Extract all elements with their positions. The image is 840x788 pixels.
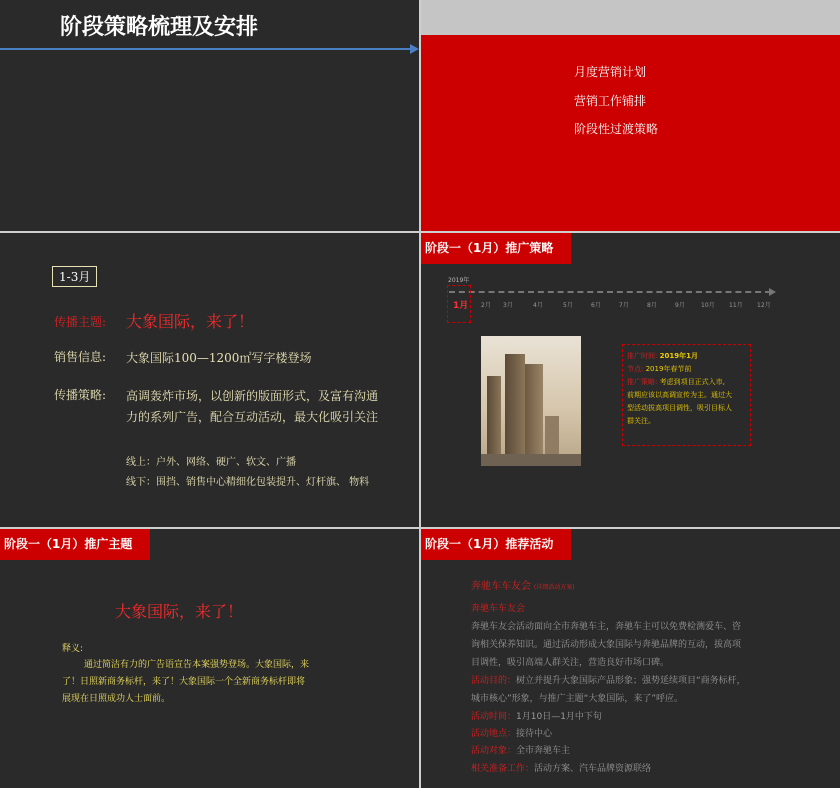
purpose-label: 活动目的： bbox=[471, 676, 517, 686]
place-value: 接待中心 bbox=[516, 729, 553, 739]
activity-desc-line: 奔驰车友会活动面向全市奔驰车主，奔驰车主可以免费检测爱车、咨 bbox=[471, 622, 742, 632]
timeline-line bbox=[449, 291, 771, 293]
activity-desc-line: 目调性，吸引高端人群关注，营造良好市场口碑。 bbox=[471, 658, 670, 668]
period-badge: 1-3月 bbox=[52, 266, 97, 287]
slide-title: 阶段策略梳理及安排 bbox=[60, 15, 259, 40]
menu-item-monthly-plan: 月度营销计划 bbox=[574, 65, 647, 79]
building-photo bbox=[481, 336, 581, 466]
prep-value: 活动方案、汽车品牌资源联络 bbox=[534, 764, 652, 774]
explain-line: 了！日照新商务标杆，来了！大象国际一个全新商务标杆即将 bbox=[62, 677, 306, 687]
slide-3[interactable] bbox=[0, 233, 419, 527]
section-header: 阶段一（1月）推荐活动 bbox=[421, 529, 571, 560]
theme-value: 大象国际，来了！ bbox=[126, 312, 255, 331]
timeline-month: 11月 bbox=[729, 302, 743, 309]
strategy-line-1: 高调轰炸市场，以创新的版面形式，及富有沟通 bbox=[126, 389, 379, 403]
place-label: 活动地点： bbox=[471, 729, 517, 739]
time-value: 1月10日—1月中下旬 bbox=[516, 712, 602, 722]
slide-6[interactable] bbox=[421, 529, 840, 788]
target-value: 全市奔驰车主 bbox=[516, 746, 571, 756]
arrow-line bbox=[0, 48, 412, 50]
timeline-month: 6月 bbox=[591, 302, 601, 309]
time-label: 活动时间： bbox=[471, 712, 517, 722]
prep-label: 相关准备工作： bbox=[471, 764, 535, 774]
time-row bbox=[471, 709, 602, 722]
place-row bbox=[471, 726, 552, 739]
timeline-month: 7月 bbox=[619, 302, 629, 309]
timeline-month: 10月 bbox=[701, 302, 715, 309]
info-strategy-line: 前期应该以高调宣传为主。通过大 bbox=[627, 391, 732, 399]
timeline-year: 2019年 bbox=[448, 277, 470, 284]
info-strategy-label: 推广策略: bbox=[627, 378, 658, 386]
activity-title-row bbox=[471, 577, 575, 592]
info-time-label: 推广时间: bbox=[627, 352, 658, 360]
timeline-highlight-month: 1月 bbox=[453, 301, 469, 311]
target-row bbox=[471, 743, 570, 756]
sales-label: 销售信息: bbox=[54, 350, 107, 364]
purpose-row bbox=[471, 673, 746, 686]
info-festival-value: 2019年春节前 bbox=[645, 365, 692, 373]
activity-subtitle: 奔驰车车友会 bbox=[471, 604, 526, 614]
info-strategy-value: 考虑到项目正式入市, bbox=[659, 378, 725, 386]
slogan: 大象国际，来了！ bbox=[115, 602, 244, 621]
strategy-info-box bbox=[622, 344, 751, 446]
activity-desc-line: 询相关保养知识。通过活动形成大象国际与奔驰品牌的互动，拔高项 bbox=[471, 640, 742, 650]
purpose-line: 树立并提升大象国际产品形象；强势延续项目“商务标杆， bbox=[516, 676, 746, 686]
info-strategy-line: 型活动拔高项目调性，吸引目标人 bbox=[627, 404, 732, 412]
strategy-label: 传播策略: bbox=[54, 388, 107, 402]
timeline-month: 4月 bbox=[533, 302, 543, 309]
section-header: 阶段一（1月）推广策略 bbox=[421, 233, 571, 264]
red-content-block bbox=[421, 35, 840, 231]
info-time-value: 2019年1月 bbox=[659, 352, 698, 360]
purpose-line: 城市核心”形象，与推广主题“大象国际，来了”呼应。 bbox=[471, 694, 683, 704]
explain-line: 通过简洁有力的广告语宣告本案强势登场。大象国际，来 bbox=[84, 660, 310, 670]
section-header: 阶段一（1月）推广主题 bbox=[0, 529, 150, 560]
theme-label: 传播主题: bbox=[54, 315, 107, 329]
info-strategy-line: 群关注。 bbox=[627, 417, 655, 425]
strategy-line-2: 力的系列广告，配合互动活动，最大化吸引关注 bbox=[126, 410, 379, 424]
timeline-month: 2月 bbox=[481, 302, 491, 309]
timeline-month: 12月 bbox=[757, 302, 771, 309]
arrow-right-icon bbox=[410, 44, 419, 54]
online-channels: 线上：户外、网络、硬广、软文、广播 bbox=[126, 457, 296, 468]
slide-4[interactable] bbox=[421, 233, 840, 527]
activity-title: 奔驰车车友会 bbox=[471, 581, 531, 592]
slide-5[interactable] bbox=[0, 529, 419, 788]
offline-channels: 线下：围挡、销售中心精细化包装提升、灯杆旗、 物料 bbox=[126, 477, 370, 488]
menu-item-transition-strategy: 阶段性过渡策略 bbox=[574, 122, 659, 136]
timeline-month: 9月 bbox=[675, 302, 685, 309]
info-festival-label: 节点: bbox=[627, 365, 644, 373]
prep-row bbox=[471, 761, 651, 774]
timeline-month: 5月 bbox=[563, 302, 573, 309]
explain-line: 展现在日照成功人士面前。 bbox=[62, 694, 171, 704]
target-label: 活动对象： bbox=[471, 746, 517, 756]
timeline-month: 8月 bbox=[647, 302, 657, 309]
sales-value: 大象国际100—1200㎡写字楼登场 bbox=[126, 351, 312, 365]
slide-2[interactable] bbox=[421, 0, 840, 231]
slide-1[interactable] bbox=[0, 0, 419, 231]
activity-note: (详细活动方案) bbox=[533, 584, 575, 591]
explain-label: 释义: bbox=[62, 644, 84, 654]
timeline-month: 3月 bbox=[503, 302, 513, 309]
menu-item-work-schedule: 营销工作铺排 bbox=[574, 94, 647, 108]
timeline-arrow-icon bbox=[769, 288, 776, 296]
